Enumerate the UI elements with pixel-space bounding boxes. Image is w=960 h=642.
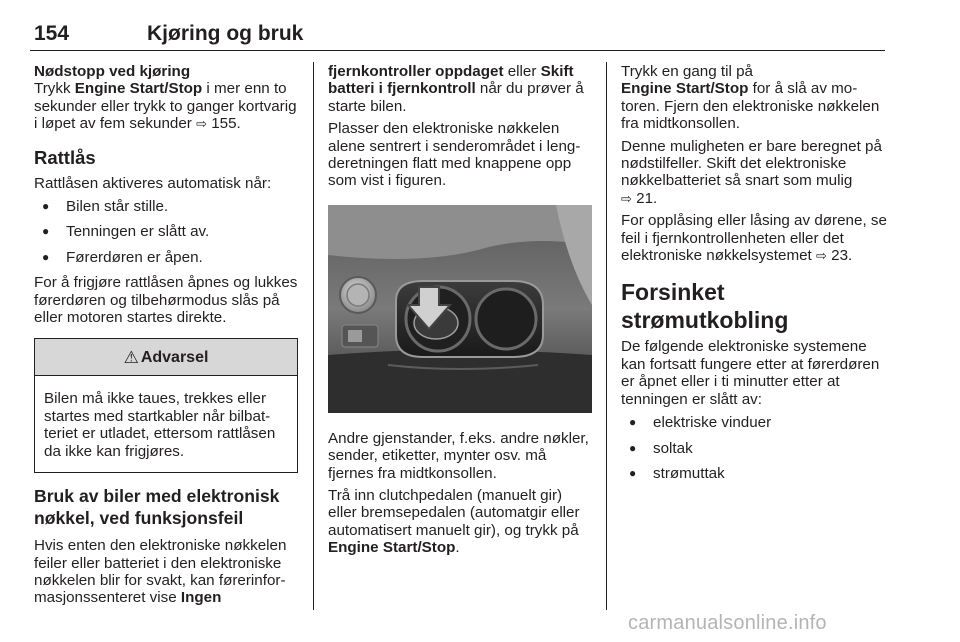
warning-text: Bilen må ikke taues, trekkes eller startes med startkabler når bilbatteriet er utladet, ettersom rattlåsen da ikke kan frigjøres. [44,390,276,460]
warning-triangle-icon: ⚠ [123,347,139,367]
press-pedal-text: Trå inn clutchpedalen (manuelt gir) eller bremsepedalen (automatgir eller automatisert manuelt gir), og trykk på Engine Start/Stop. [328,487,580,557]
delayed-power-off-heading: Forsinket strømutkobling [621,279,789,334]
steering-lock-release: For å frigjøre rattlåsen åpnes og lukkes førerdøren og tilbehørmodus slås på eller motoren startes direkte. [34,274,298,327]
warning-title: Advarsel [140,348,209,366]
stop-engine-text: Trykk en gang til på Engine Start/Stop for å slå av motoren. Fjern den elektroniske nøkkelen fra midtkonsollen. [621,63,880,133]
warning-header [35,339,297,376]
page-ref-link[interactable]: 21. [636,189,658,207]
page-ref-arrow-icon: ⇨ [196,116,207,132]
page-ref-arrow-icon: ⇨ [621,190,632,206]
emergency-stop-heading: Nødstopp ved kjøring [34,63,191,80]
emergency-note-text: Denne muligheten er bare beregnet på nødstilfeller. Skift det elektroniske nøkkelbatteriet så snart som mulig ⇨ 21. [621,137,882,207]
list-item: ● elektriske vinduer [621,414,887,431]
steering-lock-intro: Rattlåsen aktiveres automatisk når: [34,174,272,192]
steering-lock-list [34,198,298,266]
delayed-power-off-list [621,414,887,482]
column-3 [621,63,887,490]
list-item: ● Førerdøren er åpen. [34,249,298,266]
unlock-note-text: For opplåsing eller låsing av dørene, se feil i fjernkontrollenheten eller det elektroniske nøkkelsystemet ⇨ 23. [621,212,887,265]
list-item: ● Tenningen er slått av. [34,223,298,240]
page-ref-link[interactable]: 155. [211,115,241,133]
delayed-power-off-text: De følgende elektroniske systemene kan fortsatt fungere etter at førerdøren er åpnet eller i ti minutter etter at tenningen er slått av: [621,338,880,408]
column-divider-left [313,62,314,610]
electronic-key-failure-text: Hvis enten den elektroniske nøkkelen feiler eller batteriet i den elektroniske nøkkelen blir for svakt, kan førerinformasjonssenteret vise Ingen [34,537,287,607]
column-1 [34,63,298,612]
list-item: ● Bilen står stille. [34,198,298,215]
electronic-key-failure-heading: Bruk av biler med elektronisk nøkkel, ved funksjonsfeil [34,486,280,529]
column-2 [328,63,592,562]
warning-box [34,338,298,473]
watermark: carmanualsonline.info [628,612,827,634]
key-placement-text: Plasser den elektroniske nøkkelen alene sentrert i senderområdet i lengderetningen flatt med knappene opp som vist i figuren. [328,120,581,190]
page-ref-link[interactable]: 23. [831,247,853,265]
emergency-stop-text: Trykk Engine Start/Stop i mer enn to sekunder eller trykk to ganger kortvarig i løpet av fem sekunder ⇨ 155. [34,80,297,133]
center-console-photo [328,205,592,413]
key-message-text: fjernkontroller oppdaget eller Skift batteri i fjernkontroll når du prøver å starte bilen. [328,63,584,115]
list-item: ● strømuttak [621,465,887,482]
page-number: 154 [34,22,70,45]
column-divider-right [606,62,607,610]
chapter-title: Kjøring og bruk [147,22,304,45]
page-header [30,14,885,51]
list-item: ● soltak [621,440,887,457]
steering-lock-heading: Rattlås [34,146,96,168]
remove-objects-text: Andre gjenstander, f.eks. andre nøkler, sender, etiketter, mynter osv. må fjernes fra midtkonsollen. [328,429,589,482]
page-ref-arrow-icon: ⇨ [815,248,827,264]
